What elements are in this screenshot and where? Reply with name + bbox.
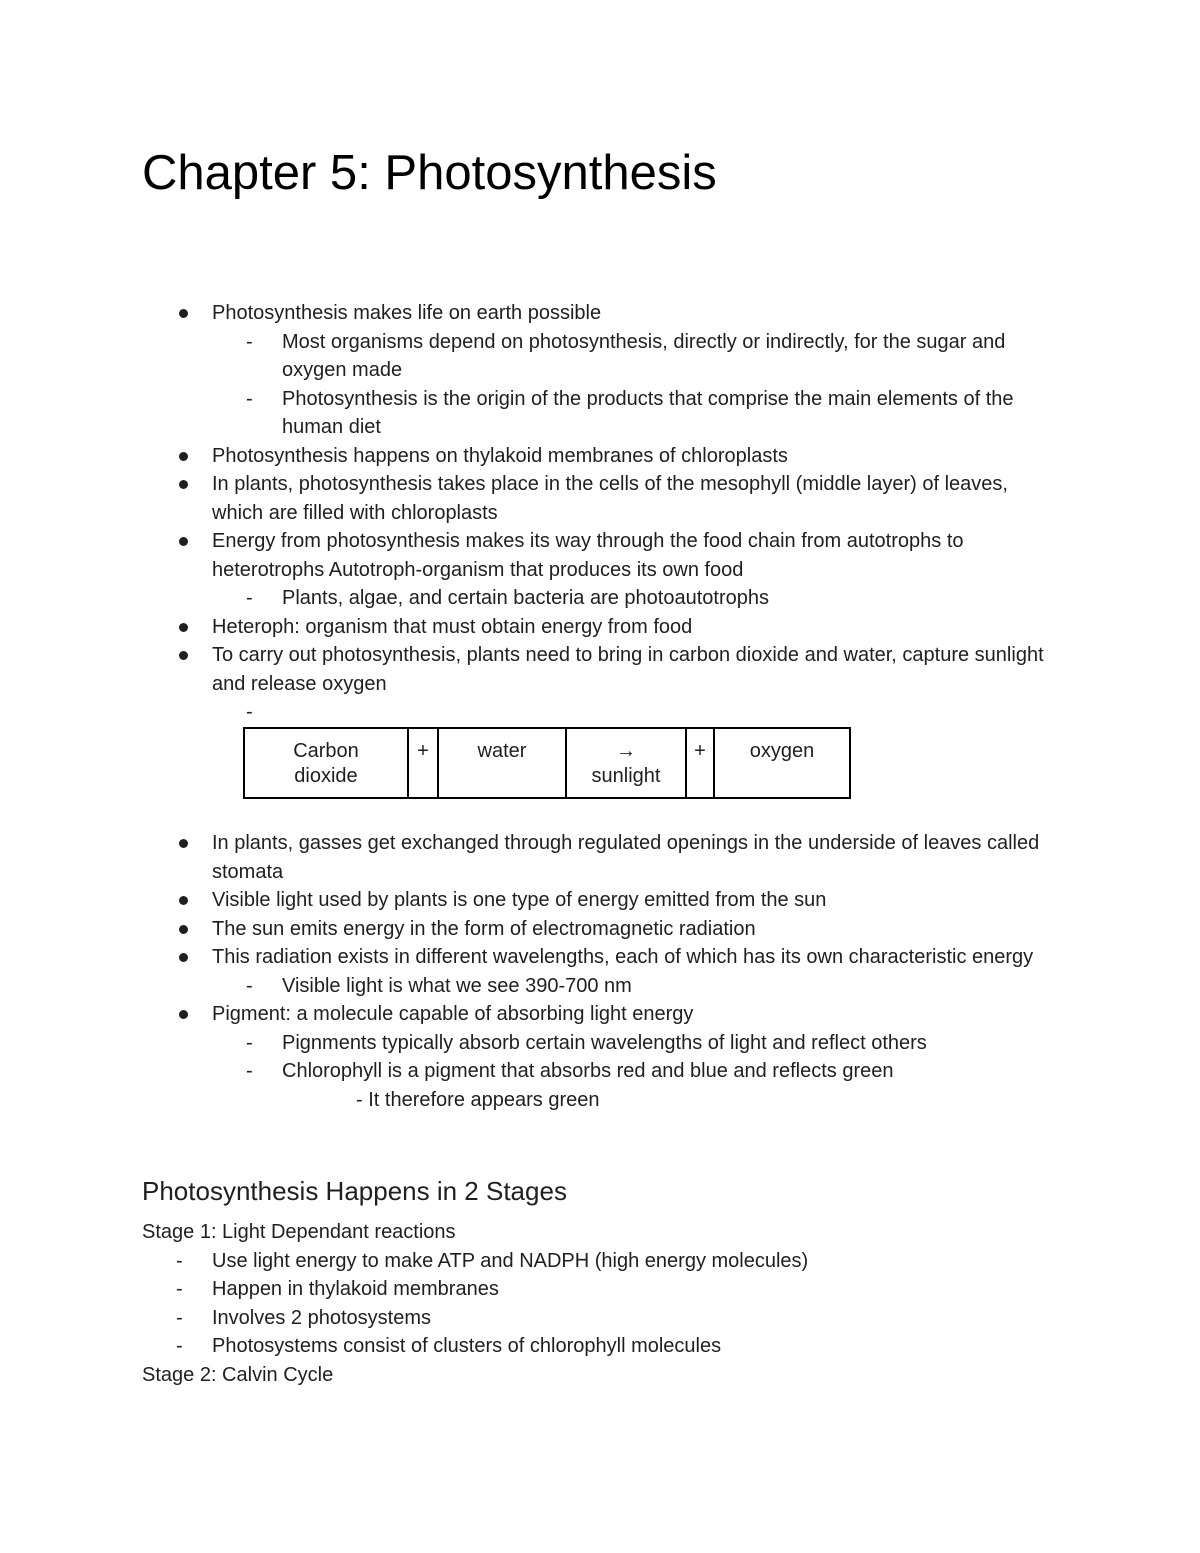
equation-cell-oxygen: oxygen (714, 728, 850, 798)
sub-list-item-text: Plants, algae, and certain bacteria are photoautotrophs (282, 587, 769, 609)
sub-list-item-text: Chlorophyll is a pigment that absorbs red and blue and reflects green (282, 1060, 894, 1082)
list-item (0, 1000, 1200, 1114)
list-item-text: In plants, gasses get exchanged through regulated openings in the underside of leaves called stomata (212, 832, 1040, 883)
list-item-text: The sun emits energy in the form of electromagnetic radiation (212, 917, 756, 940)
list-item-text: Photosystems consist of clusters of chlorophyll molecules (212, 1335, 722, 1357)
sub-list-item (246, 584, 1050, 613)
list-item-text: Happen in thylakoid membranes (212, 1278, 499, 1300)
bullet-icon (179, 452, 188, 461)
list-item (0, 915, 1200, 944)
list-item (0, 527, 1200, 613)
sub-list-item-text: Photosynthesis is the origin of the products that comprise the main elements of the human diet (282, 387, 1014, 438)
list-item (0, 1247, 1200, 1276)
sub-list-item-text: Most organisms depend on photosynthesis, directly or indirectly, for the sugar and oxygen made (282, 330, 1006, 381)
dash-marker: - (176, 1306, 183, 1329)
list-item-text: Photosynthesis makes life on earth possible (212, 302, 602, 324)
dash-marker: - (246, 974, 253, 997)
list-item (0, 641, 1200, 698)
equation-cell-water: water (438, 728, 566, 798)
dash-marker: - (176, 1335, 183, 1357)
sub-list-item (246, 1057, 1050, 1114)
dash-marker: - (246, 330, 253, 353)
equation-cell-plus: + (686, 728, 714, 798)
bullet-icon (179, 925, 188, 934)
dash-marker: - (246, 387, 253, 410)
notes-list-part-2 (0, 829, 1200, 1114)
list-item-text: Heteroph: organism that must obtain energy from food (212, 615, 693, 638)
section-heading: Photosynthesis Happens in 2 Stages (142, 1176, 567, 1206)
list-item-text: Photosynthesis happens on thylakoid membranes of chloroplasts (212, 444, 788, 467)
sub-list-item (246, 1029, 1050, 1058)
equation-table (243, 727, 851, 799)
bullet-icon (179, 309, 188, 318)
list-item-text: Use light energy to make ATP and NADPH (high energy molecules) (212, 1249, 809, 1272)
list-item-text: Visible light used by plants is one type of energy emitted from the sun (212, 889, 827, 911)
stage-1-label: Stage 1: Light Dependant reactions (142, 1221, 456, 1243)
sub-list-item-text: Pignments typically absorb certain wavelengths of light and reflect others (282, 1031, 927, 1054)
list-item (0, 299, 1200, 442)
sub-list-item (246, 328, 1050, 385)
dash-marker: - (246, 587, 253, 609)
list-item (0, 613, 1200, 642)
dash-marker: - (246, 1060, 253, 1082)
sub-list-item (246, 972, 1050, 1001)
list-item (0, 1275, 1200, 1304)
bullet-icon (179, 953, 188, 962)
list-item (0, 829, 1200, 886)
list-item (0, 943, 1200, 1000)
stages-section (0, 1218, 1200, 1389)
equation-cell-plus: + (408, 728, 438, 798)
dash-marker: - (246, 701, 253, 723)
list-item (0, 442, 1200, 471)
list-item-text: Involves 2 photosystems (212, 1306, 431, 1329)
bullet-icon (179, 651, 188, 660)
bullet-icon (179, 623, 188, 632)
notes-list-part-1 (0, 299, 1200, 727)
equation-cell-sunlight: → sunlight (566, 728, 686, 798)
page-title: Chapter 5: Photosynthesis (142, 146, 717, 200)
list-item-text: Pigment: a molecule capable of absorbing light energy (212, 1003, 694, 1025)
bullet-icon (179, 480, 188, 489)
bullet-icon (179, 896, 188, 905)
list-item (0, 1332, 1200, 1361)
dash-marker: - (176, 1249, 183, 1272)
list-item-text: To carry out photosynthesis, plants need to bring in carbon dioxide and water, capture sunlight and release oxygen (212, 644, 1044, 695)
sub-list-item-text: Visible light is what we see 390-700 nm (282, 974, 632, 997)
sub-list-item (246, 385, 1050, 442)
bullet-icon (179, 839, 188, 848)
equation-cell-carbon-dioxide: Carbon dioxide (244, 728, 408, 798)
stage-2-label: Stage 2: Calvin Cycle (142, 1363, 334, 1386)
list-item-text: In plants, photosynthesis takes place in the cells of the mesophyll (middle layer) of leaves, which are filled with chloroplasts (212, 473, 1008, 524)
table-row (244, 728, 850, 798)
list-item (0, 470, 1200, 527)
dash-marker: - (176, 1278, 183, 1300)
list-item (0, 1304, 1200, 1333)
bullet-icon (179, 1010, 188, 1019)
list-item-text: Energy from photosynthesis makes its way through the food chain from autotrophs to heterotrophs Autotroph-organism that produces its own food (212, 530, 964, 581)
list-item-text: This radiation exists in different wavelengths, each of which has its own characteristic energy (212, 946, 1034, 968)
empty-sub-item (0, 698, 1200, 727)
list-item (0, 886, 1200, 915)
bullet-icon (179, 537, 188, 546)
sub-sub-list-item: - It therefore appears green (356, 1088, 600, 1111)
dash-marker: - (246, 1031, 253, 1054)
